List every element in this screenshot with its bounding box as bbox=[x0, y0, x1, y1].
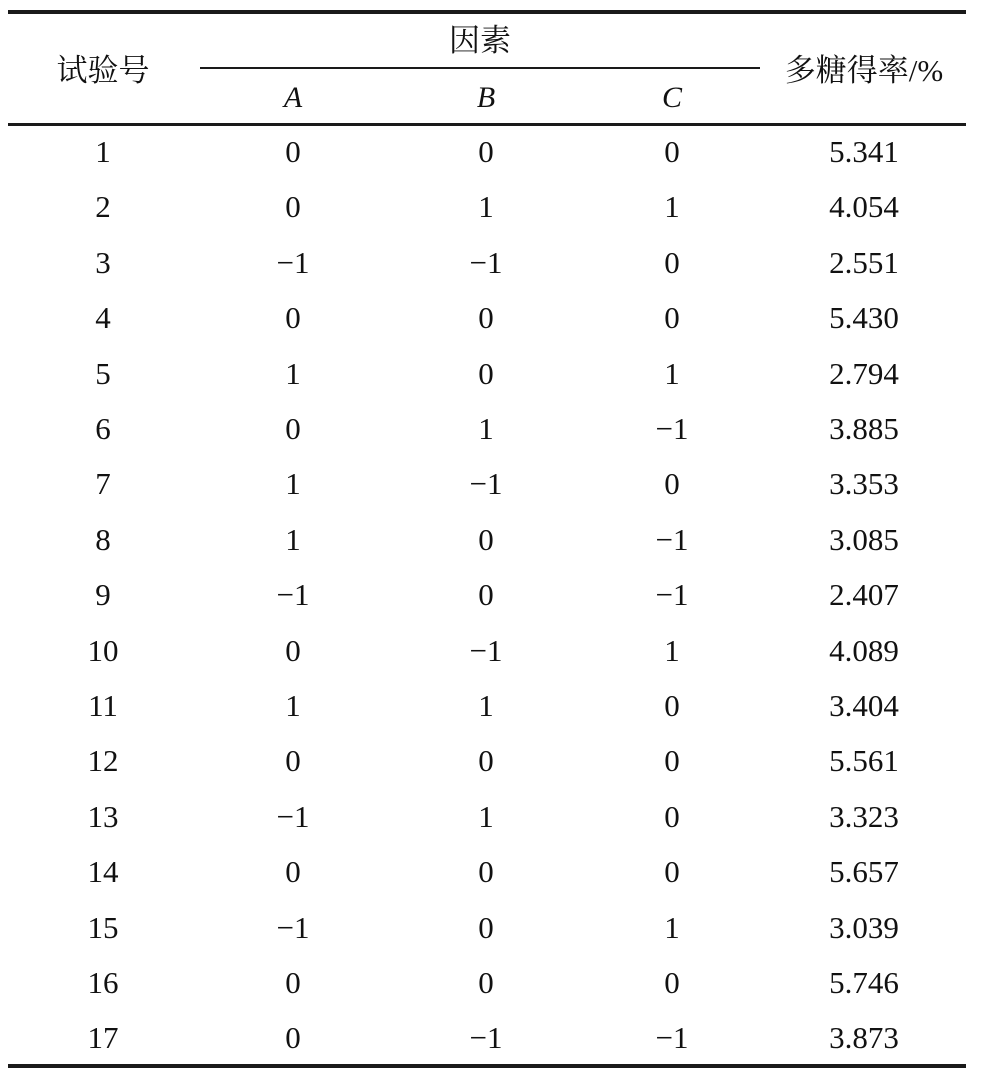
trial-number-cell: 4 bbox=[95, 300, 111, 336]
yield-cell: 3.353 bbox=[829, 466, 899, 502]
factor-b-cell: 1 bbox=[478, 189, 494, 225]
bottom-rule bbox=[8, 1064, 966, 1068]
yield-cell: 3.323 bbox=[829, 798, 899, 834]
factor-a-cell: −1 bbox=[276, 909, 310, 945]
factor-c-cell: 1 bbox=[664, 355, 680, 391]
yield-cell: 3.885 bbox=[829, 411, 899, 446]
header-factor-a: A bbox=[283, 81, 303, 114]
factor-c-cell: −1 bbox=[655, 411, 689, 446]
factor-a-cell: 1 bbox=[285, 521, 301, 557]
factor-a-cell: 1 bbox=[285, 355, 301, 391]
factor-b-cell: 1 bbox=[478, 688, 494, 723]
factor-c-cell: 0 bbox=[664, 300, 680, 336]
factor-b-cell: 1 bbox=[478, 411, 494, 446]
factor-a-cell: −1 bbox=[276, 244, 310, 280]
trial-number-cell: 7 bbox=[95, 466, 111, 502]
factor-c-cell: 1 bbox=[664, 189, 680, 225]
yield-cell: 5.561 bbox=[829, 743, 899, 779]
factor-b-cell: 0 bbox=[478, 909, 494, 945]
factor-b-cell: 1 bbox=[478, 798, 494, 834]
yield-cell: 2.407 bbox=[829, 577, 899, 613]
trial-number-cell: 12 bbox=[87, 743, 119, 779]
trial-number-cell: 17 bbox=[87, 1020, 119, 1056]
yield-cell: 5.657 bbox=[829, 854, 899, 890]
trial-number-cell: 8 bbox=[95, 521, 111, 557]
factor-a-cell: 1 bbox=[285, 466, 301, 502]
trial-number-cell: 15 bbox=[87, 909, 119, 945]
trial-number-cell: 2 bbox=[95, 189, 111, 225]
factor-a-cell: 0 bbox=[285, 1020, 301, 1056]
factor-b-cell: −1 bbox=[469, 1020, 503, 1056]
yield-cell: 3.404 bbox=[829, 688, 899, 723]
yield-cell: 3.039 bbox=[829, 909, 899, 945]
header-polysaccharide-yield: 多糖得率/% bbox=[784, 53, 944, 88]
factor-a-cell: 0 bbox=[285, 854, 301, 890]
trial-number-cell: 3 bbox=[95, 244, 111, 280]
factor-c-cell: 0 bbox=[664, 244, 680, 280]
yield-cell: 2.794 bbox=[829, 355, 899, 391]
factor-b-cell: 0 bbox=[478, 577, 494, 613]
factor-c-cell: −1 bbox=[655, 1020, 689, 1056]
factor-a-cell: 0 bbox=[285, 300, 301, 336]
factor-c-cell: 0 bbox=[664, 466, 680, 502]
factor-c-cell: 0 bbox=[664, 854, 680, 890]
factor-a-cell: 0 bbox=[285, 411, 301, 446]
factor-b-cell: 0 bbox=[478, 854, 494, 890]
trial-number-cell: 5 bbox=[95, 355, 111, 391]
factor-a-cell: −1 bbox=[276, 577, 310, 613]
factor-a-cell: 1 bbox=[285, 688, 301, 723]
factor-a-cell: 0 bbox=[285, 743, 301, 779]
yield-cell: 5.341 bbox=[829, 134, 899, 169]
factor-b-cell: −1 bbox=[469, 632, 503, 668]
trial-number-cell: 13 bbox=[87, 798, 119, 834]
factor-a-cell: 0 bbox=[285, 134, 301, 169]
factor-b-cell: 0 bbox=[478, 743, 494, 779]
factor-c-cell: 0 bbox=[664, 965, 680, 1000]
yield-cell: 2.551 bbox=[829, 244, 899, 280]
factor-b-cell: −1 bbox=[469, 466, 503, 502]
factor-a-cell: −1 bbox=[276, 798, 310, 834]
trial-number-cell: 16 bbox=[87, 965, 119, 1000]
trial-number-cell: 11 bbox=[88, 688, 118, 723]
trial-number-cell: 6 bbox=[95, 411, 111, 446]
factor-b-cell: −1 bbox=[469, 244, 503, 280]
header-factor-c: C bbox=[661, 81, 683, 114]
yield-cell: 3.085 bbox=[829, 521, 899, 557]
trial-number-cell: 9 bbox=[95, 577, 111, 613]
factor-b-cell: 0 bbox=[478, 965, 494, 1000]
factor-c-cell: −1 bbox=[655, 577, 689, 613]
factor-c-cell: 1 bbox=[664, 909, 680, 945]
yield-cell: 3.873 bbox=[829, 1020, 899, 1056]
factor-c-cell: 0 bbox=[664, 688, 680, 723]
factor-c-cell: 0 bbox=[664, 798, 680, 834]
header-factor-b: B bbox=[476, 81, 496, 114]
yield-cell: 4.089 bbox=[829, 632, 899, 668]
yield-cell: 4.054 bbox=[829, 189, 899, 225]
factor-b-cell: 0 bbox=[478, 521, 494, 557]
factor-c-cell: −1 bbox=[655, 521, 689, 557]
factor-a-cell: 0 bbox=[285, 632, 301, 668]
header-factor-group: 因素 bbox=[449, 23, 511, 58]
factor-c-cell: 0 bbox=[664, 743, 680, 779]
factor-c-cell: 0 bbox=[664, 134, 680, 169]
factor-b-cell: 0 bbox=[478, 134, 494, 169]
yield-cell: 5.746 bbox=[829, 965, 899, 1000]
yield-cell: 5.430 bbox=[829, 300, 899, 336]
trial-number-cell: 1 bbox=[95, 134, 111, 169]
factor-a-cell: 0 bbox=[285, 965, 301, 1000]
factor-a-cell: 0 bbox=[285, 189, 301, 225]
factor-b-cell: 0 bbox=[478, 355, 494, 391]
header-trial-number: 试验号 bbox=[56, 53, 150, 88]
factor-c-cell: 1 bbox=[664, 632, 680, 668]
trial-number-cell: 14 bbox=[87, 854, 119, 890]
factor-b-cell: 0 bbox=[478, 300, 494, 336]
trial-number-cell: 10 bbox=[87, 632, 119, 668]
